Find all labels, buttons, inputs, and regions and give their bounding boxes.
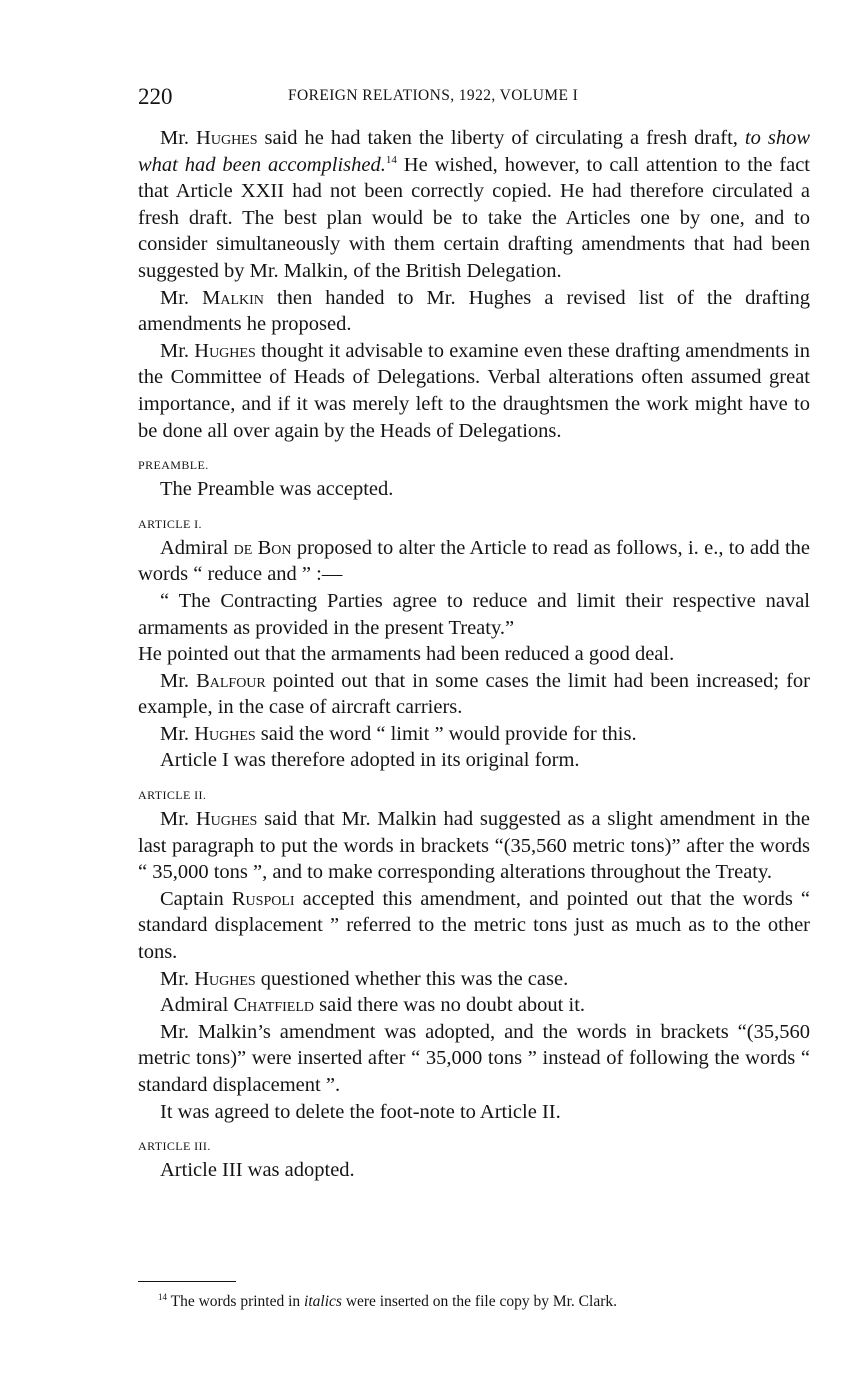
paragraph-ruspoli-accepted xyxy=(138,886,810,966)
paragraph-text: said the word “ limit ” would provide for this. xyxy=(255,722,637,745)
title-mr: Mr. xyxy=(160,127,197,149)
title-mr: Mr. xyxy=(160,286,203,309)
speaker-name: Hughes xyxy=(195,808,258,831)
paragraph-text: pointed out that in some cases the limit had been increased; for example, in the case of aircraft carriers. xyxy=(138,669,810,719)
paragraph-hughes-limit xyxy=(138,721,810,748)
paragraph-text: thought it advisable to examine even these drafting amendments in the Committee of Heads of Delegations. Verbal alterations often assumed great importance, and if it was merely left to the draughtsmen the work might have to be done all over again by the Heads of Delegations. xyxy=(138,339,810,442)
speaker-name: Hughes xyxy=(196,127,258,149)
footnote-number: 14 xyxy=(158,1291,167,1302)
section-heading-article-2: ARTICLE II. xyxy=(138,788,207,803)
section-heading-preamble: PREAMBLE. xyxy=(138,458,209,473)
title-mr: Mr. xyxy=(160,967,195,990)
italic-phrase: to show what had been accomplished. xyxy=(138,127,810,176)
paragraph-hughes-fresh-draft xyxy=(138,125,810,285)
paragraph-text: He wished, however, to call attention to the fact that Article XXII had not been correctly copied. He had therefore circulated a fresh draft. The best plan would be to take the Articles one by one, and to consider simultaneously with them certain drafting amendments that had been suggested by Mr. Malkin, of the British Delegation. xyxy=(138,153,810,282)
speaker-name: Balfour xyxy=(196,669,266,692)
footnote-text: The words printed in xyxy=(167,1293,305,1310)
paragraph-text: questioned whether this was the case. xyxy=(255,967,569,990)
page-body xyxy=(138,125,810,1184)
paragraph-chatfield-no-doubt xyxy=(138,992,810,1019)
title-admiral: Admiral xyxy=(160,536,234,559)
speaker-name: Hughes xyxy=(194,967,256,990)
title-mr: Mr. xyxy=(160,808,196,831)
paragraph-text: said there was no doubt about it. xyxy=(314,994,586,1017)
title-mr: Mr. xyxy=(160,339,195,362)
running-title: FOREIGN RELATIONS, 1922, VOLUME I xyxy=(288,87,579,104)
footnote-rule xyxy=(138,1281,236,1282)
footnote xyxy=(158,1292,818,1312)
paragraph-text: accepted this amendment, and pointed out that the words “ standard displacement ” referred to the metric tons just as much as to the other tons. xyxy=(138,887,810,964)
block-quote: “ The Contracting Parties agree to reduce and limit their respective naval armaments as provided in the present Treaty.” xyxy=(138,589,810,639)
page-header xyxy=(138,84,810,114)
paragraph-text: proposed to alter the Article to read as follows, i. e., to add the words “ reduce and ” :— xyxy=(138,536,810,586)
paragraph-armaments-reduced: He pointed out that the armaments had been reduced a good deal. xyxy=(138,643,675,666)
section-heading-article-3: ARTICLE III. xyxy=(138,1139,211,1154)
title-mr: Mr. xyxy=(160,669,197,692)
title-captain: Captain xyxy=(160,887,232,910)
page-number: 220 xyxy=(138,84,173,109)
paragraph-de-bon-proposal xyxy=(138,535,810,588)
paragraph-text: said he had taken the liberty of circulating a fresh draft, xyxy=(257,127,745,149)
paragraph-balfour-limit xyxy=(138,668,810,721)
paragraph-article-3-adopted: Article III was adopted. xyxy=(160,1159,355,1182)
footnote-italic: italics xyxy=(304,1293,342,1310)
paragraph-hughes-examine xyxy=(138,338,810,444)
paragraph-malkin-amendment-adopted: Mr. Malkin’s amendment was adopted, and the words in brackets “(35,560 metric tons)” were inserted after “ 35,000 tons ” instead of following the words “ standard displacement ”. xyxy=(138,1020,810,1096)
paragraph-text: then handed to Mr. Hughes a revised list of the drafting amendments he proposed. xyxy=(138,286,810,336)
title-mr: Mr. xyxy=(160,722,195,745)
footnote-text: were inserted on the file copy by Mr. Clark. xyxy=(341,1293,617,1310)
speaker-name: Hughes xyxy=(194,722,256,745)
speaker-name: de Bon xyxy=(233,536,292,559)
section-heading-article-1: ARTICLE I. xyxy=(138,516,202,531)
paragraph-hughes-malkin-suggestion xyxy=(138,806,810,886)
speaker-name: Hughes xyxy=(194,339,256,362)
speaker-name: Malkin xyxy=(202,286,264,309)
paragraph-malkin-amendments xyxy=(138,285,810,338)
paragraph-hughes-questioned xyxy=(138,966,810,993)
speaker-name: Chatfield xyxy=(233,994,315,1017)
paragraph-article-1-adopted: Article I was therefore adopted in its original form. xyxy=(160,749,580,772)
paragraph-delete-footnote: It was agreed to delete the foot-note to Article II. xyxy=(160,1100,561,1123)
paragraph-text: said that Mr. Malkin had suggested as a slight amendment in the last paragraph to put the words in brackets “(35,560 metric tons)” after the words “ 35,000 tons ”, and to make corresponding alterations throughout the Treaty. xyxy=(138,808,810,884)
footnote-reference: 14 xyxy=(385,153,397,166)
title-admiral: Admiral xyxy=(160,994,234,1017)
speaker-name: Ruspoli xyxy=(231,887,295,910)
paragraph-preamble-accepted: The Preamble was accepted. xyxy=(160,478,394,501)
